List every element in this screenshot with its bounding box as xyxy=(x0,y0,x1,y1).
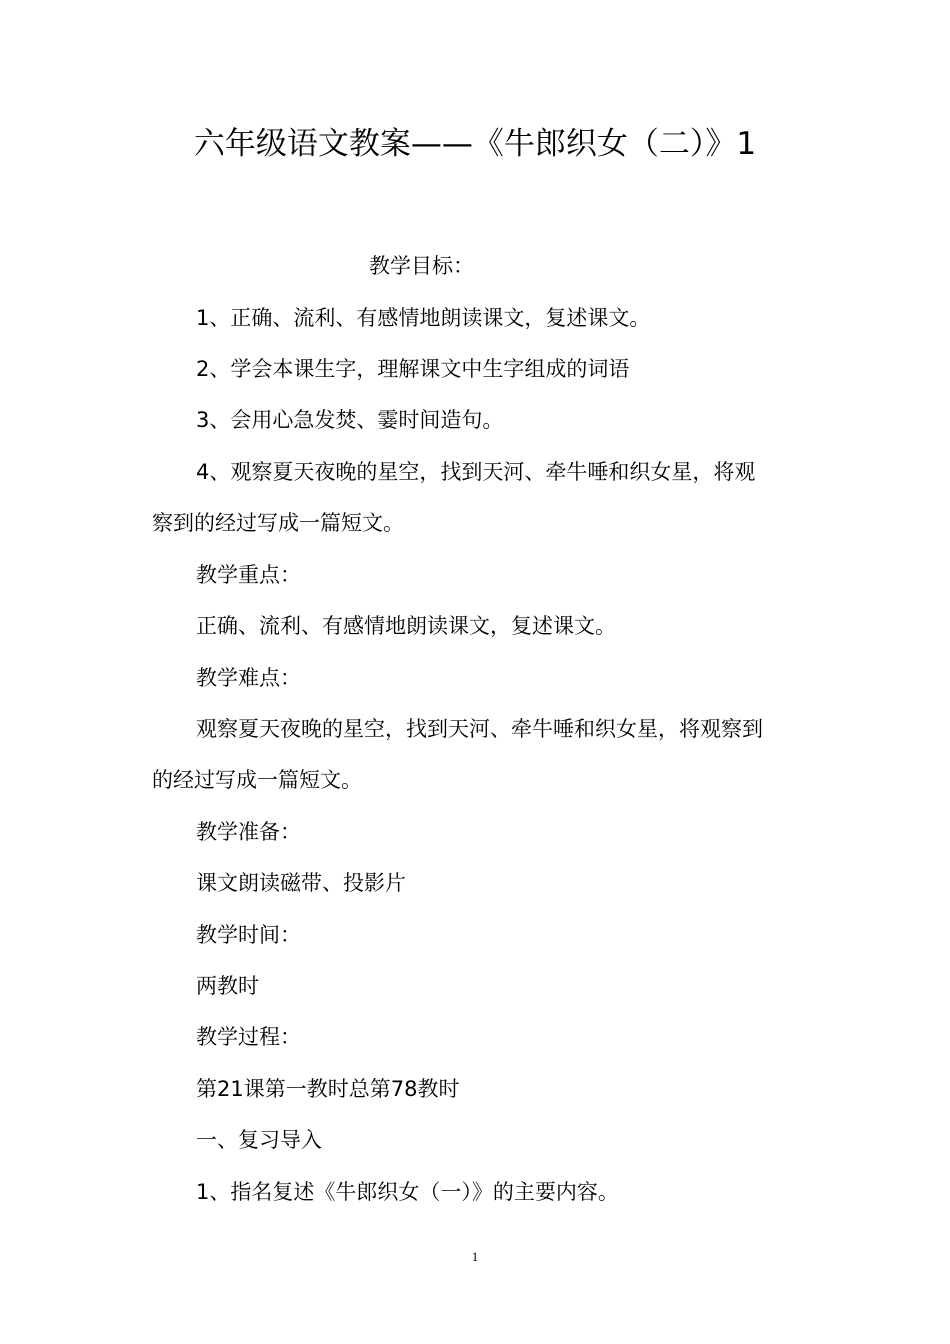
time-text: 两教时 xyxy=(196,974,259,998)
key-points-heading: 教学重点： xyxy=(196,563,301,587)
objective-4-continued: 察到的经过写成一篇短文。 xyxy=(152,511,404,535)
review-step-1: 1、指名复述《牛郎织女（一）》的主要内容。 xyxy=(196,1180,619,1204)
objective-3: 3、会用心急发焚、霎时间造句。 xyxy=(196,408,504,432)
preparation-heading: 教学准备： xyxy=(196,820,301,844)
section-review-heading: 一、复习导入 xyxy=(196,1128,322,1152)
preparation-text: 课文朗读磁带、投影片 xyxy=(196,871,406,895)
objective-2: 2、学会本课生字，理解课文中生字组成的词语 xyxy=(196,357,630,381)
objective-4: 4、观察夏天夜晚的星空，找到天河、牵牛唾和织女星，将观 xyxy=(196,460,756,484)
lesson-info: 第21课第一教时总第78教时 xyxy=(196,1077,460,1101)
time-heading: 教学时间： xyxy=(196,923,301,947)
document-title: 六年级语文教案——《牛郎织女（二）》1 xyxy=(193,126,757,162)
key-points-text: 正确、流利、有感情地朗读课文，复述课文。 xyxy=(196,614,616,638)
objectives-heading: 教学目标： xyxy=(369,254,474,278)
difficulties-heading: 教学难点： xyxy=(196,666,301,690)
difficulties-text-continued: 的经过写成一篇短文。 xyxy=(152,768,362,792)
difficulties-text: 观察夏天夜晚的星空，找到天河、牵牛唾和织女星，将观察到 xyxy=(196,717,763,741)
page-number: 1 xyxy=(471,1249,479,1264)
process-heading: 教学过程： xyxy=(196,1025,301,1049)
objective-1: 1、正确、流利、有感情地朗读课文，复述课文。 xyxy=(196,306,651,330)
